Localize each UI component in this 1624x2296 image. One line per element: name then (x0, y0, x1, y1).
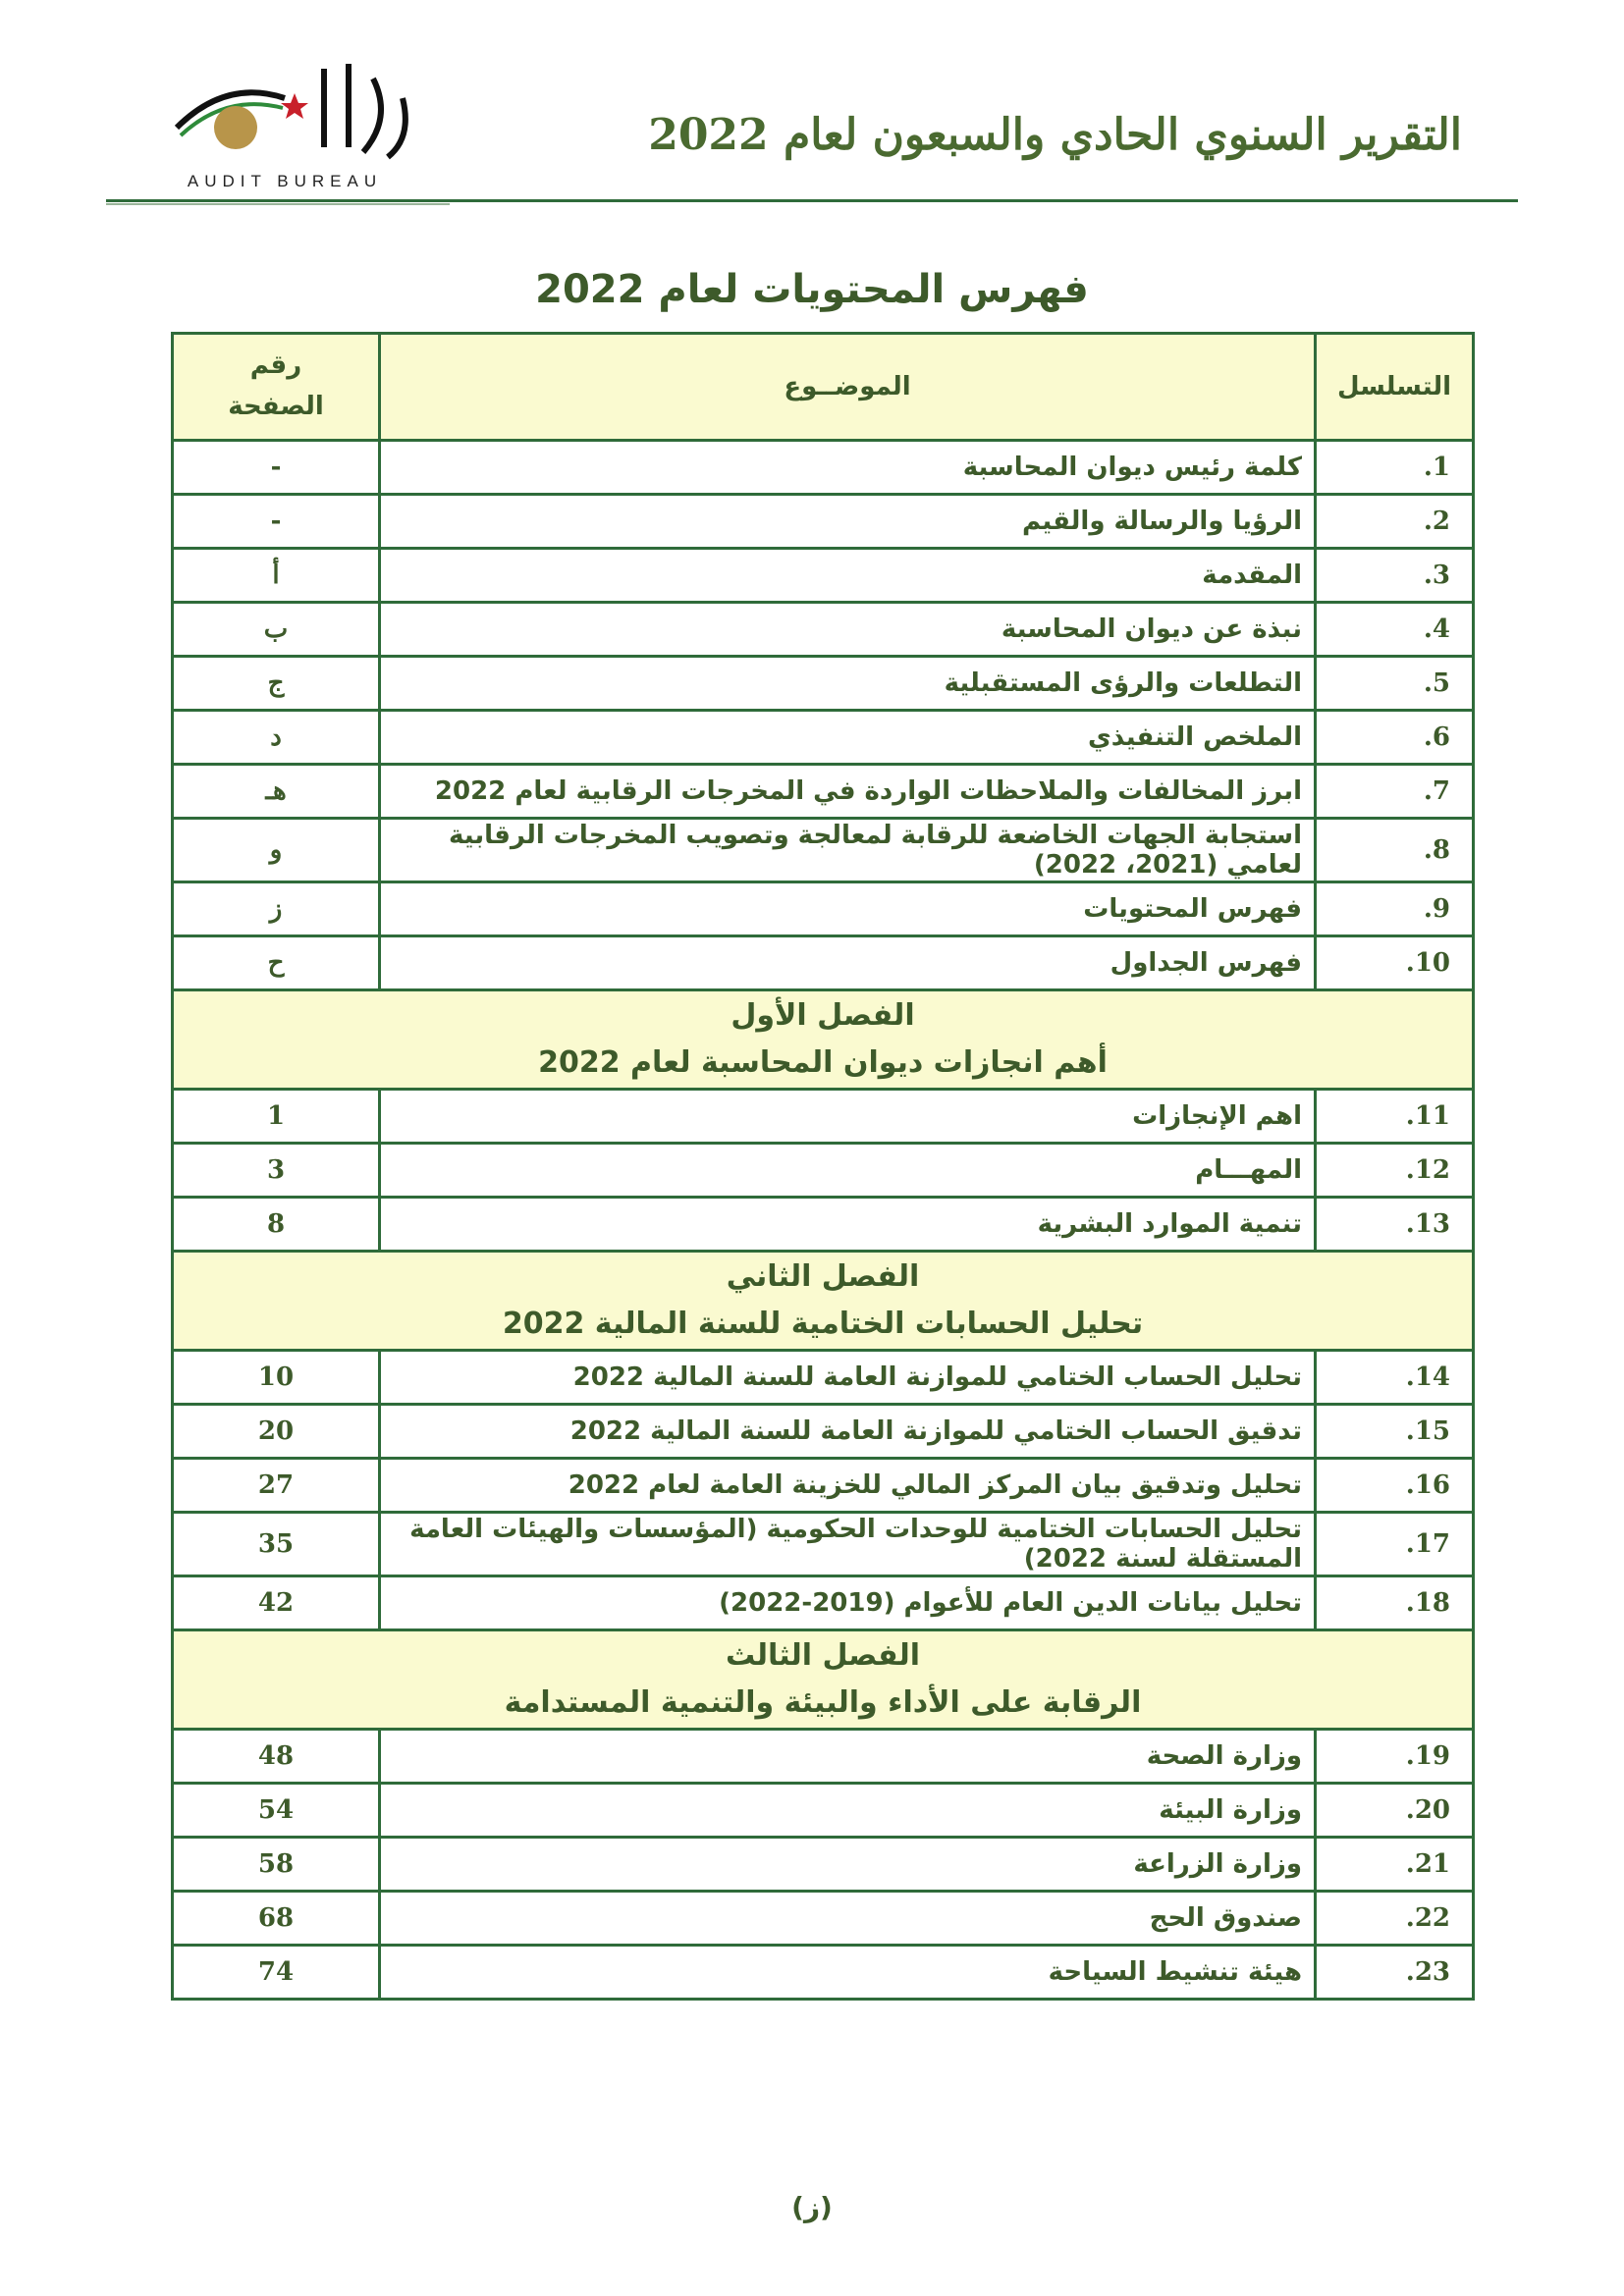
toc-table (171, 332, 1475, 2001)
toc-title: فهرس المحتويات لعام 2022 (535, 267, 1089, 312)
subject-cell: اهم الإنجازات (380, 1090, 1316, 1144)
toc-row (173, 819, 1474, 882)
header-divider-accent (106, 203, 450, 205)
seq-cell: 15. (1316, 1405, 1474, 1459)
page-cell: 35 (173, 1513, 380, 1576)
seq-cell: 2. (1316, 495, 1474, 549)
seq-cell: 17. (1316, 1513, 1474, 1576)
page-cell: 27 (173, 1459, 380, 1513)
seq-cell: 8. (1316, 819, 1474, 882)
subject-cell: المقدمة (380, 549, 1316, 603)
toc-row (173, 657, 1474, 711)
subject-cell: وزارة الصحة (380, 1730, 1316, 1784)
toc-body (173, 441, 1474, 2000)
page-cell: و (173, 819, 380, 882)
seq-cell: 21. (1316, 1838, 1474, 1892)
toc-header-row (173, 334, 1474, 441)
toc-row (173, 711, 1474, 765)
subject-cell: وزارة الزراعة (380, 1838, 1316, 1892)
chapter-cell (173, 1252, 1474, 1351)
page-cell: ز (173, 882, 380, 936)
subject-cell: تنمية الموارد البشرية (380, 1198, 1316, 1252)
seq-cell: 6. (1316, 711, 1474, 765)
toc-row (173, 765, 1474, 819)
chapter-row (173, 1252, 1474, 1351)
page-cell: 74 (173, 1946, 380, 2000)
seq-cell: 16. (1316, 1459, 1474, 1513)
audit-bureau-logo (147, 59, 422, 191)
chapter-cell (173, 990, 1474, 1090)
subject-cell: هيئة تنشيط السياحة (380, 1946, 1316, 2000)
toc-row (173, 1144, 1474, 1198)
header-page: رقم الصفحة (173, 334, 380, 441)
header-seq: التسلسل (1316, 334, 1474, 441)
subject-cell: صندوق الحج (380, 1892, 1316, 1946)
toc-row (173, 1784, 1474, 1838)
seq-cell: 1. (1316, 441, 1474, 495)
page-cell: هـ (173, 765, 380, 819)
seq-cell: 3. (1316, 549, 1474, 603)
logo-emblem-icon (167, 59, 422, 167)
toc-row (173, 1459, 1474, 1513)
toc-row (173, 495, 1474, 549)
chapter-title: الفصل الثاني (726, 1259, 920, 1294)
toc-row (173, 1513, 1474, 1576)
page-cell: - (173, 495, 380, 549)
toc-row (173, 1838, 1474, 1892)
page-cell: ح (173, 936, 380, 990)
chapter-title: الفصل الثالث (725, 1638, 920, 1673)
toc-row (173, 1198, 1474, 1252)
chapter-subtitle: أهم انجازات ديوان المحاسبة لعام 2022 (538, 1045, 1108, 1080)
seq-cell: 20. (1316, 1784, 1474, 1838)
logo-english-text: AUDIT BUREAU (187, 172, 383, 190)
toc-row (173, 1946, 1474, 2000)
toc-row (173, 1351, 1474, 1405)
subject-cell: الرؤيا والرسالة والقيم (380, 495, 1316, 549)
page-cell: - (173, 441, 380, 495)
subject-cell: التطلعات والرؤى المستقبلية (380, 657, 1316, 711)
subject-cell: نبذة عن ديوان المحاسبة (380, 603, 1316, 657)
toc-row (173, 1090, 1474, 1144)
subject-cell: تحليل الحسابات الختامية للوحدات الحكومية (المؤسسات والهيئات العامة المستقلة لسنة 2022) (380, 1513, 1316, 1576)
page-cell: 8 (173, 1198, 380, 1252)
subject-cell: ابرز المخالفات والملاحظات الواردة في المخرجات الرقابية لعام 2022 (380, 765, 1316, 819)
page-cell: 1 (173, 1090, 380, 1144)
page-cell: أ (173, 549, 380, 603)
subject-cell: فهرس الجداول (380, 936, 1316, 990)
header-subject: الموضــوع (380, 334, 1316, 441)
subject-cell: تحليل الحساب الختامي للموازنة العامة للسنة المالية 2022 (380, 1351, 1316, 1405)
seq-cell: 12. (1316, 1144, 1474, 1198)
page-cell: ج (173, 657, 380, 711)
seq-cell: 10. (1316, 936, 1474, 990)
page-cell: 48 (173, 1730, 380, 1784)
page-cell: 42 (173, 1576, 380, 1630)
chapter-cell (173, 1630, 1474, 1730)
seq-cell: 18. (1316, 1576, 1474, 1630)
subject-cell: تحليل بيانات الدين العام للأعوام (2019-2022) (380, 1576, 1316, 1630)
subject-cell: المهـــام (380, 1144, 1316, 1198)
page-cell: 10 (173, 1351, 380, 1405)
subject-cell: الملخص التنفيذي (380, 711, 1316, 765)
seq-cell: 4. (1316, 603, 1474, 657)
page-cell: د (173, 711, 380, 765)
chapter-row (173, 1630, 1474, 1730)
toc-row (173, 1730, 1474, 1784)
toc-row (173, 1405, 1474, 1459)
seq-cell: 7. (1316, 765, 1474, 819)
page-cell: 58 (173, 1838, 380, 1892)
subject-cell: تدقيق الحساب الختامي للموازنة العامة للسنة المالية 2022 (380, 1405, 1316, 1459)
page-cell: 54 (173, 1784, 380, 1838)
seq-cell: 22. (1316, 1892, 1474, 1946)
subject-cell: تحليل وتدقيق بيان المركز المالي للخزينة العامة لعام 2022 (380, 1459, 1316, 1513)
page-cell: ب (173, 603, 380, 657)
header-divider (106, 199, 1518, 202)
chapter-title: الفصل الأول (731, 998, 915, 1033)
chapter-subtitle: تحليل الحسابات الختامية للسنة المالية 2022 (502, 1307, 1144, 1341)
page-cell: 20 (173, 1405, 380, 1459)
toc-row (173, 1576, 1474, 1630)
report-title: التقرير السنوي الحادي والسبعون لعام 2022 (648, 110, 1462, 160)
seq-cell: 13. (1316, 1198, 1474, 1252)
toc-row (173, 1892, 1474, 1946)
seq-cell: 5. (1316, 657, 1474, 711)
toc-row (173, 603, 1474, 657)
toc-row (173, 549, 1474, 603)
page-cell: 68 (173, 1892, 380, 1946)
subject-cell: فهرس المحتويات (380, 882, 1316, 936)
seq-cell: 14. (1316, 1351, 1474, 1405)
chapter-row (173, 990, 1474, 1090)
chapter-subtitle: الرقابة على الأداء والبيئة والتنمية المستدامة (504, 1685, 1142, 1720)
subject-cell: كلمة رئيس ديوان المحاسبة (380, 441, 1316, 495)
subject-cell: استجابة الجهات الخاضعة للرقابة لمعالجة وتصويب المخرجات الرقابية لعامي (2021، 2022) (380, 819, 1316, 882)
seq-cell: 19. (1316, 1730, 1474, 1784)
seq-cell: 23. (1316, 1946, 1474, 2000)
seq-cell: 11. (1316, 1090, 1474, 1144)
page-number: (ز) (791, 2191, 833, 2223)
toc-row (173, 441, 1474, 495)
toc-row (173, 882, 1474, 936)
toc-row (173, 936, 1474, 990)
seq-cell: 9. (1316, 882, 1474, 936)
page-cell: 3 (173, 1144, 380, 1198)
subject-cell: وزارة البيئة (380, 1784, 1316, 1838)
